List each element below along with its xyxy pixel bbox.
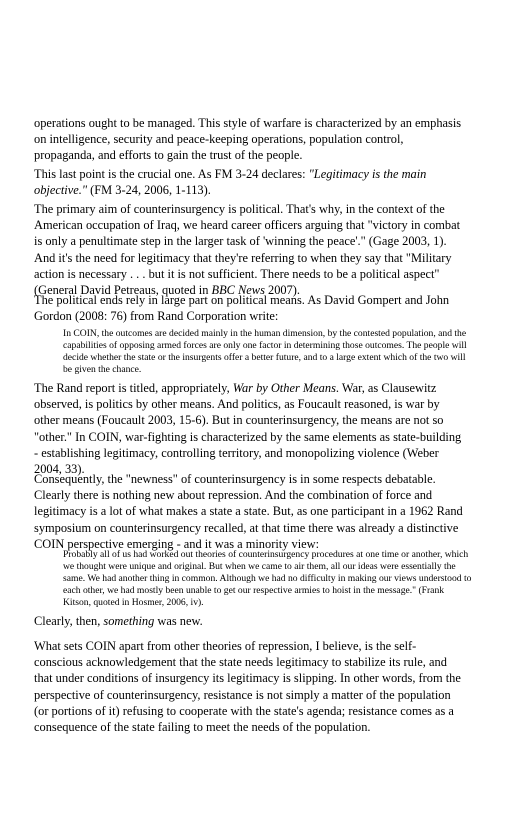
paragraph-6: Consequently, the "newness" of counterinsurgency is in some respects debatable. Clearly there is nothing new about repression. And the combination of force and legitimacy is a lot of what makes a state a state. But, as one participant in a 1962 Rand symposium on counterinsurgency recalled, at that time there was already a distinctive COIN perspective emerging - and it was a minority view: (34, 472, 463, 551)
paragraph-2-emphasis: "Legitimacy is the main objective." (34, 167, 427, 198)
paragraph-2 (34, 166, 464, 198)
paragraph-5-text-a: The Rand report is titled, appropriately, (34, 381, 233, 395)
paragraph-5-text-b: . War, as Clausewitz observed, is politics by other means. And politics, as Foucault reasoned, is war by other means (Foucault 2003, 15-6). But in counterinsurgency, the means are not so "other." In COIN, war-fighting is characterized by the same elements as state-building - establishing legitimacy, controlling territory, and monopolizing violence (Weber 2004, 33). (34, 381, 462, 477)
block-quote-1: In COIN, the outcomes are decided mainly in the human dimension, by the contested population, and the capabilities of opposing armed forces are only one factor in determining those outcomes. The people will decide whether the state or the insurgents offer a better future, and to a large extent which of the two will be given the chance. (63, 328, 467, 375)
paragraph-2-text-b: (FM 3-24, 2006, 1-113). (87, 183, 211, 198)
paragraph-3-emphasis: BBC News (211, 283, 265, 298)
paragraph-4: The political ends rely in large part on political means. As David Gompert and John Gordon (2008: 76) from Rand Corporation write: (34, 293, 450, 324)
paragraph-3-text-b: 2007). (264, 283, 301, 298)
paragraph-5 (34, 380, 464, 477)
paragraph-7-text-a: Clearly, then, (34, 614, 104, 628)
paragraph-1: operations ought to be managed. This style of warfare is characterized by an emphasis on intelligence, security and peace-keeping operations, population control, propaganda, and efforts to gain the trust of the people. (34, 116, 462, 163)
block-quote-2: Probably all of us had worked out theories of counterinsurgency procedures at one time or another, which we thought were unique and original. But when we came to air them, all our ideas were essentially the same. We had another thing in common. Although we had no difficulty in making our views understood to each other, we had mostly been unable to get our respective armies to hoist in the message." (Frank Kitson, quoted in Hosmer, 2006, iv). (63, 549, 472, 608)
paragraph-3-text-a: The primary aim of counterinsurgency is political. That's why, in the context of the American occupation of Iraq, we heard career officers arguing that "victory in combat is only a penultimate step in the larger task of 'winning the peace'." (Gage 2003, 1). And it's the need for legitimacy that they're referring to when they say that "Military action is necessary . . . but it is not sufficient. There needs to be a political aspect" (General David Petreaus, quoted in (34, 202, 461, 298)
paragraph-8: What sets COIN apart from other theories of repression, I believe, is the self-conscious acknowledgement that the state needs legitimacy to stabilize its rule, and that under conditions of insurgency its legitimacy is slipping. In other words, from the perspective of counterinsurgency, resistance is not simply a matter of the population (or portions of it) refusing to cooperate with the state's agenda; resistance comes as a consequence of the state failing to meet the needs of the population. (34, 639, 461, 735)
paragraph-5-emphasis: War by Other Means (232, 381, 336, 395)
paragraph-2-text-a: This last point is the crucial one. As FM 3-24 declares: (34, 167, 309, 181)
paragraph-7-text-b: was new. (154, 614, 203, 628)
paragraph-7-emphasis: something (103, 614, 155, 628)
paragraph-3 (34, 201, 464, 298)
paragraph-7 (34, 613, 464, 629)
